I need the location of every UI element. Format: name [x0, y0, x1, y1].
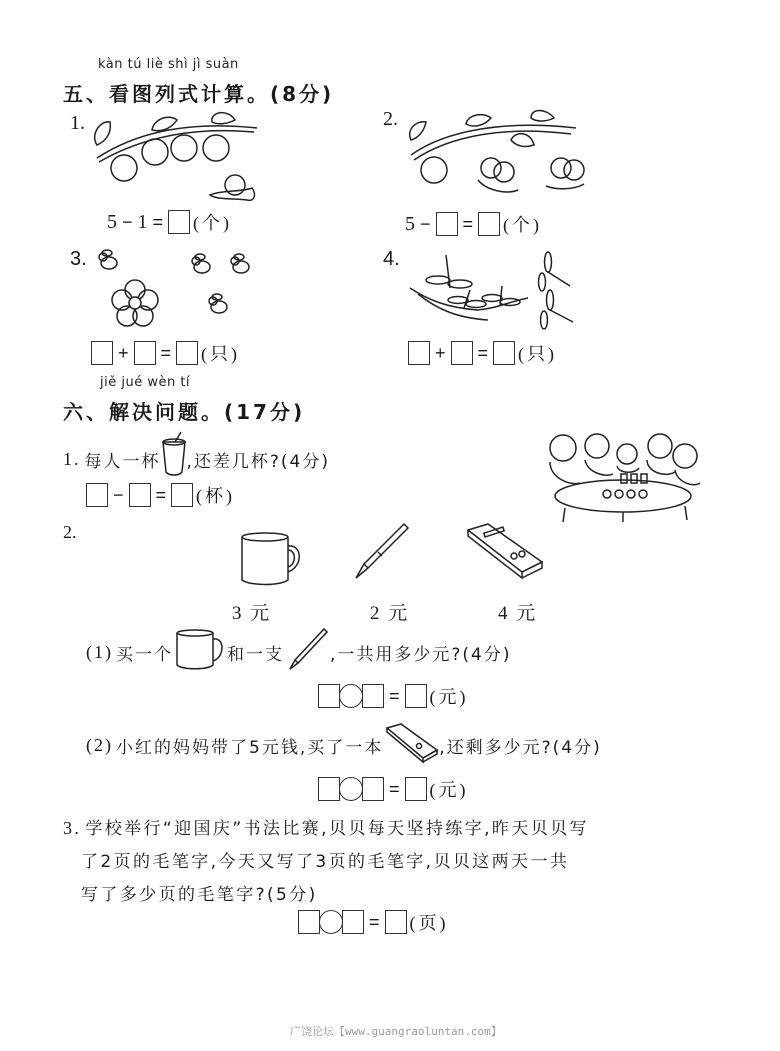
q3-text [63, 812, 589, 912]
operand-box-2[interactable] [362, 777, 384, 801]
book-price: 4 元 [498, 603, 538, 624]
answer-box[interactable] [493, 341, 515, 365]
unit-label: (只) [518, 344, 558, 364]
pen-illustration [352, 522, 412, 582]
pen-icon [284, 643, 330, 663]
section5-pinyin: kàn tú liè shì jì suàn [98, 57, 239, 72]
unit-label: (元) [429, 780, 469, 800]
answer-box[interactable] [405, 777, 427, 801]
operand-1: 1 [137, 210, 148, 233]
q2-sub1-equation [318, 683, 469, 709]
q1-text [63, 440, 330, 478]
mug-price: 3 元 [232, 603, 272, 624]
q2-sub2-text [86, 733, 602, 758]
addend-box-2[interactable] [451, 341, 473, 365]
operand-box-2[interactable] [362, 684, 384, 708]
addend-box-1[interactable] [91, 341, 113, 365]
section6-pinyin: jiě jué wèn tí [100, 375, 191, 390]
unit-label: (个) [503, 215, 543, 235]
mug-icon [173, 643, 227, 663]
operand-box[interactable] [436, 212, 458, 236]
q2-sub1-text [86, 640, 512, 665]
q1-text-before: 每人一杯 [84, 451, 161, 472]
unit-label: (杯) [196, 486, 236, 506]
q3-number: 3. [63, 818, 82, 838]
unit-label: (页) [409, 913, 449, 933]
answer-box[interactable] [176, 341, 198, 365]
problem-3-number: 3. [70, 248, 87, 270]
minus-sign: − [113, 484, 124, 505]
operand-box-1[interactable] [298, 910, 320, 934]
problem-2-equation [405, 211, 542, 237]
q3-line-1-text: 学校举行“迎国庆”书法比赛,贝贝每天坚持练字,昨天贝贝写 [85, 819, 589, 839]
operator-circle[interactable] [339, 777, 363, 801]
problem-1-number: 1. [70, 112, 85, 134]
equals-sign: = [152, 211, 164, 232]
q2-sub1-label: (1) [86, 642, 113, 662]
problem-4-equation [408, 340, 557, 366]
unit-label: (个) [193, 213, 233, 233]
q1-equation [86, 482, 235, 508]
minus-sign: − [420, 213, 431, 234]
equals-sign: = [160, 342, 172, 363]
footer-watermark: 广饶论坛【www.guangraoluntan.com】 [290, 1025, 502, 1038]
operator-circle[interactable] [319, 910, 343, 934]
family-at-table-illustration [535, 428, 700, 523]
q1-text-after: ,还差几杯?(4分) [186, 451, 331, 472]
minus-sign: − [122, 211, 133, 232]
q3-line-1 [63, 812, 589, 846]
q2-sub1-text-a: 买一个 [116, 645, 173, 665]
subtrahend-box[interactable] [129, 483, 151, 507]
operand-box-2[interactable] [342, 910, 364, 934]
dragonflies-illustration [408, 250, 578, 330]
q3-equation [298, 909, 449, 935]
addend-box-1[interactable] [408, 341, 430, 365]
operand-5: 5 [107, 210, 117, 233]
unit-label: (元) [429, 687, 469, 707]
q2-sub2-equation [318, 776, 469, 802]
answer-box[interactable] [168, 210, 190, 234]
plus-sign: + [435, 342, 446, 363]
equals-sign: = [369, 911, 380, 932]
equals-sign: = [155, 484, 167, 505]
section5-title: 五、看图列式计算。(8分) [63, 82, 335, 106]
equals-sign: = [477, 342, 489, 363]
q1-number: 1. [63, 448, 81, 469]
q2-sub2-label: (2) [86, 735, 113, 755]
equals-sign: = [462, 213, 474, 234]
operand-5: 5 [405, 212, 415, 235]
problem-3-equation [91, 340, 240, 366]
q3-line-2: 了2页的毛笔字,今天又写了3页的毛笔字,贝贝这两天一共 [81, 852, 570, 872]
problem-4-number: 4. [383, 248, 400, 270]
answer-box[interactable] [171, 483, 193, 507]
equals-sign: = [389, 685, 400, 706]
bees-flower-illustration [95, 245, 265, 330]
operator-circle[interactable] [339, 684, 363, 708]
answer-box[interactable] [385, 910, 407, 934]
pen-price: 2 元 [370, 603, 410, 624]
q3-line-3: 写了多少页的毛笔字?(5分) [81, 885, 318, 905]
book-icon [383, 736, 439, 756]
plus-sign: + [118, 342, 129, 363]
apple-branch-illustration [92, 110, 262, 200]
apple-branch-hands-illustration [406, 110, 586, 200]
answer-box[interactable] [478, 212, 500, 236]
cup-icon [161, 440, 187, 478]
equals-sign: = [389, 778, 400, 799]
problem-2-number: 2. [383, 108, 398, 130]
addend-box-2[interactable] [134, 341, 156, 365]
q2-sub1-text-b: 和一支 [227, 645, 284, 665]
q2-number: 2. [63, 522, 77, 542]
unit-label: (只) [201, 344, 241, 364]
mug-illustration [240, 532, 305, 587]
section6-title: 六、解决问题。(17分) [63, 400, 306, 424]
operand-box-1[interactable] [318, 684, 340, 708]
q2-sub2-text-a: 小红的妈妈带了5元钱,买了一本 [116, 738, 384, 758]
operand-box-1[interactable] [318, 777, 340, 801]
book-illustration [466, 522, 546, 582]
minuend-box[interactable] [86, 483, 108, 507]
q2-sub1-text-c: ,一共用多少元?(4分) [330, 645, 512, 665]
answer-box[interactable] [405, 684, 427, 708]
problem-1-equation [107, 209, 232, 235]
q2-sub2-text-b: ,还剩多少元?(4分) [439, 738, 602, 758]
